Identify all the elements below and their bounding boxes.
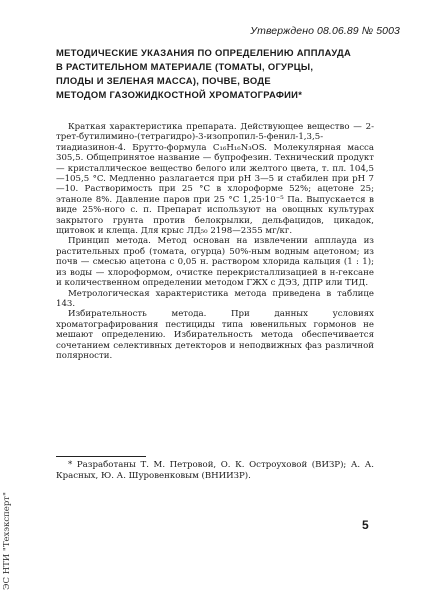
paragraph-metrology: Метрологическая характеристика метода приведена в таблице 143. xyxy=(56,288,374,309)
footnote-text: * Разработаны Т. М. Петровой, О. К. Остроуховой (ВИЗР); А. А. Красных, Ю. А. Шуровенковым (ВНИИЗР). xyxy=(56,460,374,481)
approval-note: Утверждено 08.06.89 № 5003 xyxy=(250,25,400,37)
body-text xyxy=(56,122,374,361)
paragraph-characteristics: Краткая характеристика препарата. Действующее вещество — 2-трет-бутилимино-(тетрагидро)-3-изопропил-5-фенил-1,3,5-тиадиазинон-4. Брутто-формула C₁₆H₁₆N₃OS. Молекулярная масса 305,5. Общепринятое название — бупрофезин. Технический продукт — кристаллическое вещество белого или желтого цвета, т. пл. 104,5—105,5 °C. Медленно разлагается при pH 3—5 и стабилен при pH 7—10. Растворимость при 25 °C в хлороформе 52%; ацетоне 25; этаноле 8%. Давление паров при 25 °C 1,25·10⁻⁵ Па. Выпускается в виде 25%-ного с. п. Препарат используют на овощных культурах закрытого грунта против белокрылки, дельфацидов, цикадок, щитовок и клеща. Для крыс ЛД₅₀ 2198—2355 мг/кг. xyxy=(56,122,374,237)
footnote-divider xyxy=(56,456,146,457)
paragraph-principle: Принцип метода. Метод основан на извлечении апплауда из растительных проб (томата, огурца) 50%-ным водным ацетоном; из почв — смесью ацетона с 0,05 н. раствором хлорида кальция (1 : 1); из воды — хлороформом, очистке перекристаллизацией в н-гексане и количественном определении методом ГЖХ с ДЭЗ, ДПР или ТИД. xyxy=(56,236,374,289)
title-line: МЕТОДИЧЕСКИЕ УКАЗАНИЯ ПО ОПРЕДЕЛЕНИЮ АППЛАУДА xyxy=(56,47,352,58)
side-stamp: ЭС НТИ "Техэксперт" xyxy=(2,492,12,590)
document-title xyxy=(56,46,376,102)
title-line: МЕТОДОМ ГАЗОЖИДКОСТНОЙ ХРОМАТОГРАФИИ* xyxy=(56,89,303,100)
paragraph-selectivity: Избирательность метода. При данных условиях хроматографирования пестициды типа ювенильных гормонов не мешают определению. Избирательность метода обеспечивается сочетанием селективных детекторов и неподвижных фаз различной полярности. xyxy=(56,309,374,361)
title-line: В РАСТИТЕЛЬНОМ МАТЕРИАЛЕ (ТОМАТЫ, ОГУРЦЫ, xyxy=(56,61,314,72)
page-number: 5 xyxy=(362,518,369,532)
title-line: ПЛОДЫ И ЗЕЛЕНАЯ МАССА), ПОЧВЕ, ВОДЕ xyxy=(56,75,271,86)
footnote xyxy=(56,460,374,482)
